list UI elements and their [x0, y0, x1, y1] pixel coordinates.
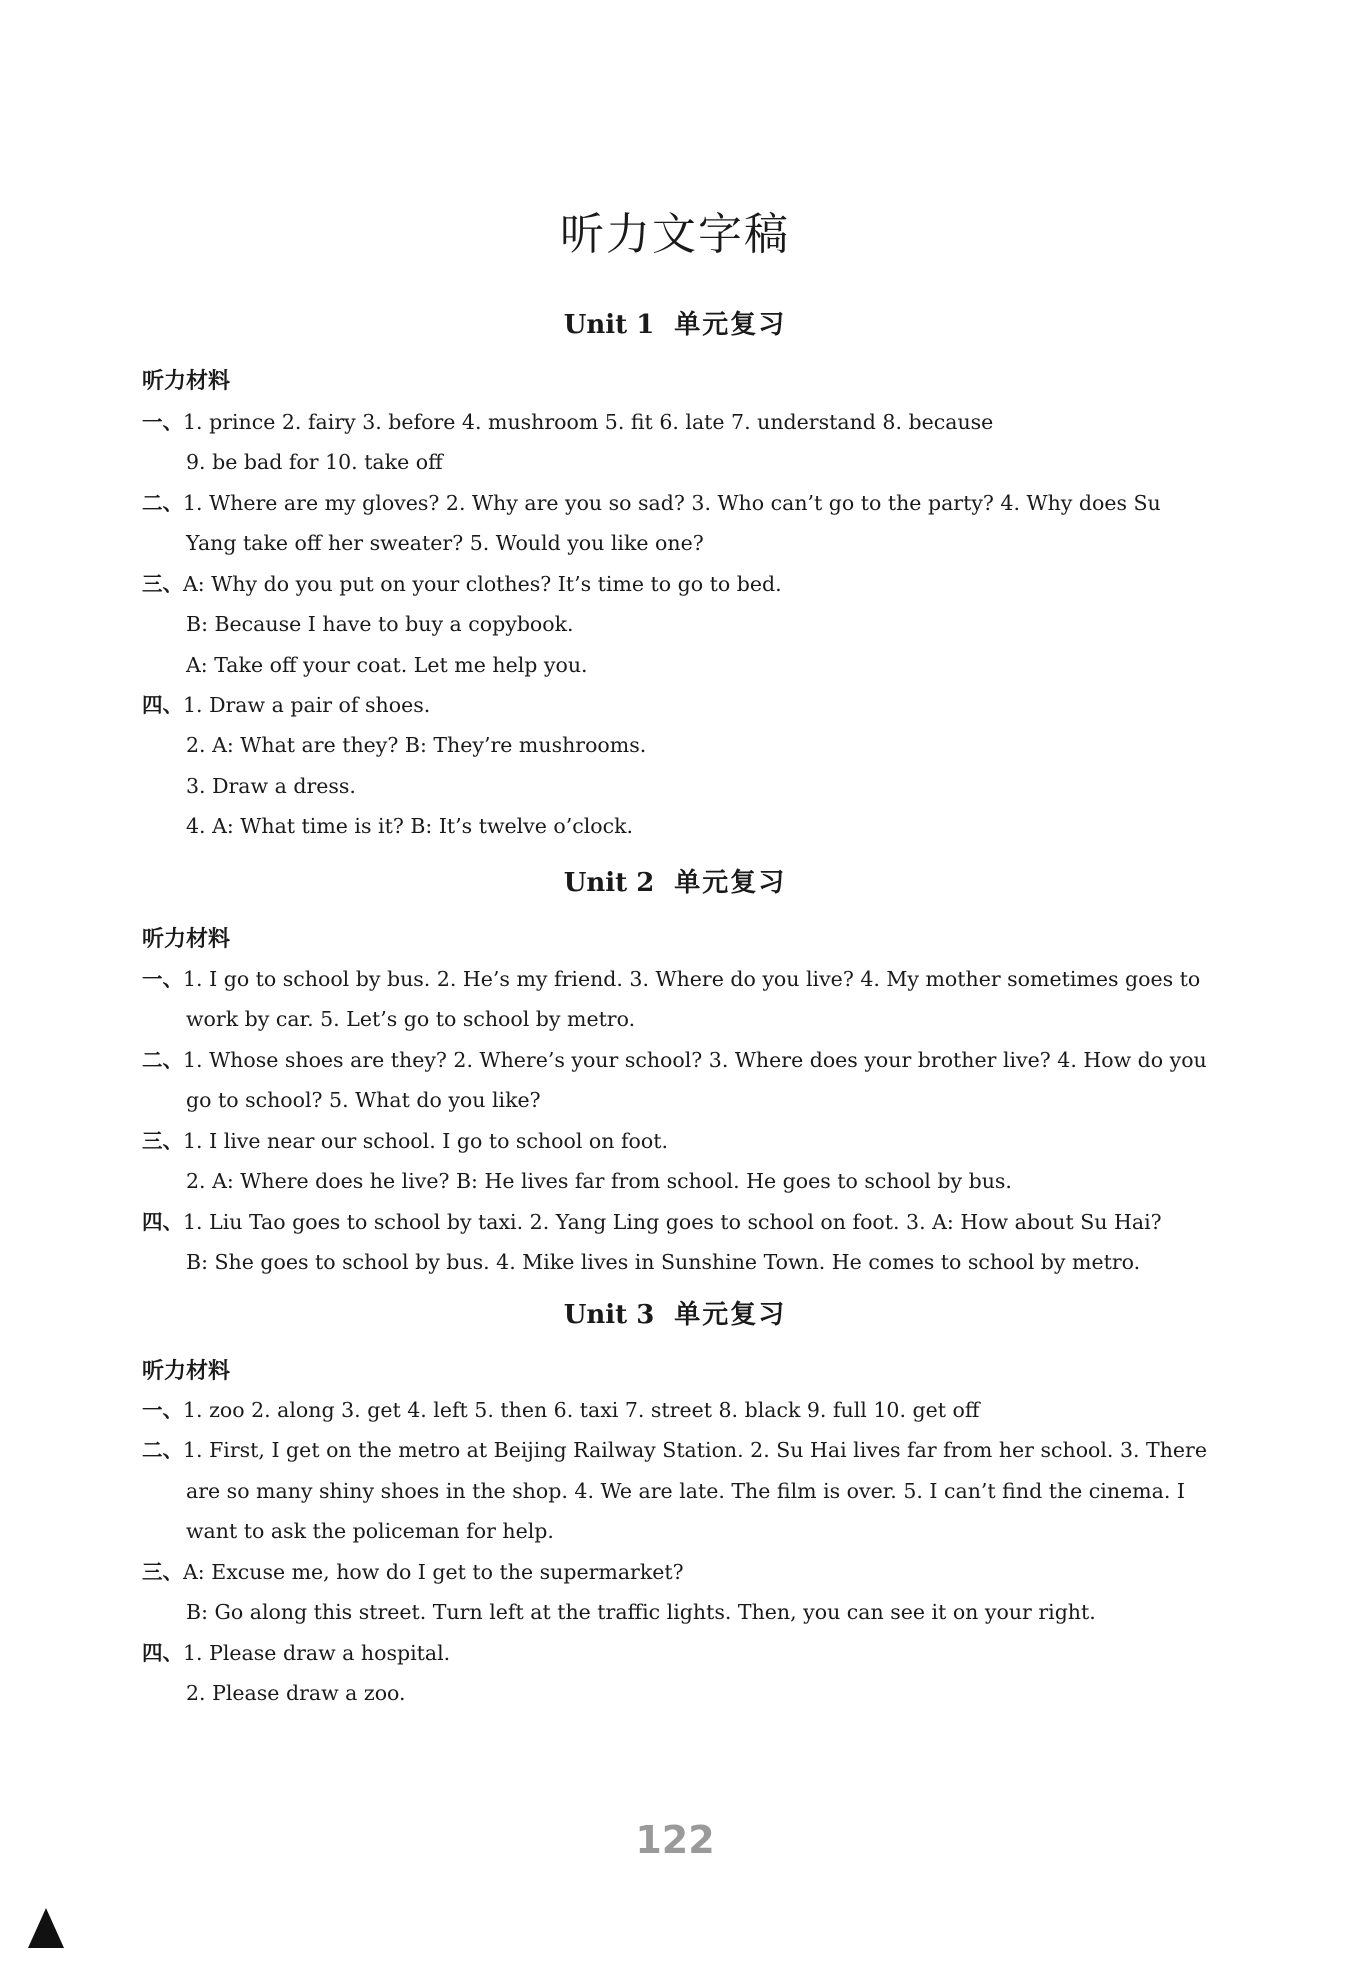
question-mark: 四、 [142, 1210, 183, 1234]
text-line: B: Because I have to buy a copybook. [186, 612, 574, 636]
line-text: 1. Please draw a hospital. [183, 1641, 451, 1665]
text-line [142, 489, 1222, 517]
text-line: work by car. 5. Let’s go to school by metro. [186, 1007, 636, 1031]
unit-cn-label: 单元复习 [674, 868, 787, 898]
section-label: 听力材料 [142, 369, 231, 394]
section-label: 听力材料 [142, 927, 231, 952]
line-text: 1. First, I get on the metro at Beijing Railway Station. 2. Su Hai lives far from her school. 3. There [183, 1438, 1207, 1462]
unit-label: Unit 1 [563, 310, 655, 340]
question-mark: 二、 [142, 1438, 183, 1462]
page-title: 听力文字稿 [560, 209, 790, 260]
question-mark: 四、 [142, 1641, 183, 1665]
line-text: 1. Whose shoes are they? 2. Where’s your school? 3. Where does your brother live? 4. How do you [183, 1048, 1207, 1072]
question-mark: 二、 [142, 491, 183, 515]
corner-triangle-icon [28, 1908, 64, 1948]
text-line [142, 1208, 1222, 1236]
question-mark: 四、 [142, 693, 183, 717]
question-mark: 一、 [142, 1398, 183, 1422]
page-number: 122 [635, 1818, 715, 1862]
line-text: 1. I go to school by bus. 2. He’s my friend. 3. Where do you live? 4. My mother sometimes goes to [183, 967, 1201, 991]
line-text: 1. zoo 2. along 3. get 4. left 5. then 6. taxi 7. street 8. black 9. full 10. get off [183, 1398, 980, 1422]
line-text: A: Why do you put on your clothes? It’s time to go to bed. [183, 572, 782, 596]
text-line [142, 691, 1222, 719]
text-line: are so many shiny shoes in the shop. 4. We are late. The film is over. 5. I can’t find the cinema. I [186, 1479, 1185, 1503]
question-mark: 三、 [142, 1129, 183, 1153]
text-line [142, 1558, 1222, 1586]
unit-cn-label: 单元复习 [674, 1300, 787, 1330]
text-line [142, 1639, 1222, 1667]
text-line: A: Take off your coat. Let me help you. [186, 653, 588, 677]
question-mark: 一、 [142, 410, 183, 434]
unit-heading [0, 862, 1350, 899]
question-mark: 三、 [142, 1560, 183, 1584]
text-line: 9. be bad for 10. take off [186, 450, 443, 474]
text-line [142, 570, 1222, 598]
text-line [142, 1396, 1222, 1424]
question-mark: 一、 [142, 967, 183, 991]
text-line [142, 1127, 1222, 1155]
text-line: 4. A: What time is it? B: It’s twelve o’clock. [186, 814, 634, 838]
unit-heading [0, 1294, 1350, 1331]
line-text: A: Excuse me, how do I get to the supermarket? [183, 1560, 684, 1584]
line-text: 1. Draw a pair of shoes. [183, 693, 431, 717]
text-line: Yang take off her sweater? 5. Would you like one? [186, 531, 704, 555]
unit-cn-label: 单元复习 [674, 310, 787, 340]
text-line: 2. Please draw a zoo. [186, 1681, 406, 1705]
text-line: want to ask the policeman for help. [186, 1519, 554, 1543]
question-mark: 二、 [142, 1048, 183, 1072]
text-line [142, 408, 1222, 436]
unit-label: Unit 2 [563, 868, 655, 898]
text-line: 3. Draw a dress. [186, 774, 356, 798]
line-text: 1. I live near our school. I go to school on foot. [183, 1129, 668, 1153]
line-text: 1. prince 2. fairy 3. before 4. mushroom 5. fit 6. late 7. understand 8. because [183, 410, 994, 434]
question-mark: 三、 [142, 572, 183, 596]
text-line: B: She goes to school by bus. 4. Mike lives in Sunshine Town. He comes to school by metro. [186, 1250, 1141, 1274]
text-line [142, 1046, 1222, 1074]
text-line: 2. A: What are they? B: They’re mushrooms. [186, 733, 647, 757]
unit-label: Unit 3 [563, 1300, 655, 1330]
text-line: go to school? 5. What do you like? [186, 1088, 541, 1112]
text-line [142, 965, 1222, 993]
section-label: 听力材料 [142, 1359, 231, 1384]
text-line [142, 1436, 1222, 1464]
line-text: 1. Where are my gloves? 2. Why are you so sad? 3. Who can’t go to the party? 4. Why does Su [183, 491, 1161, 515]
unit-heading [0, 304, 1350, 341]
text-line: B: Go along this street. Turn left at the traffic lights. Then, you can see it on your right. [186, 1600, 1096, 1624]
text-line: 2. A: Where does he live? B: He lives far from school. He goes to school by bus. [186, 1169, 1012, 1193]
line-text: 1. Liu Tao goes to school by taxi. 2. Yang Ling goes to school on foot. 3. A: How about Su Hai? [183, 1210, 1162, 1234]
